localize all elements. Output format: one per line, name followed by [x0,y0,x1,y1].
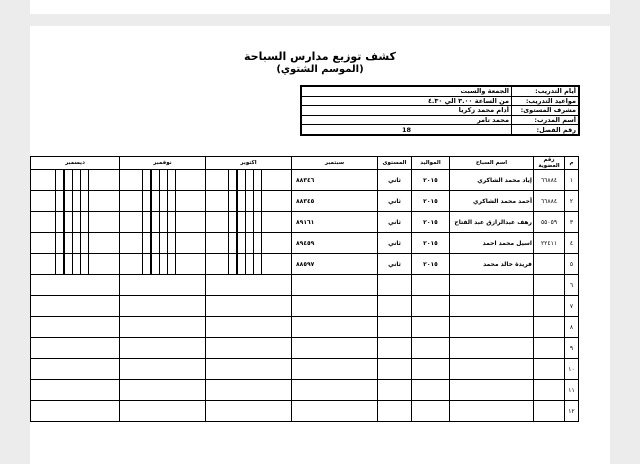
october-cell [206,170,292,191]
september-code: ٨٨٣٤٦ [292,170,378,191]
row-index: ٨ [565,317,579,338]
table-row [31,380,579,401]
attendance-box[interactable] [261,170,269,190]
info-value: 18 [301,125,512,135]
col-month-header: نوفمبر [120,157,206,170]
info-label: رقم الفصل: [512,125,580,135]
attendance-box[interactable] [151,233,159,253]
row-index: ٧ [565,296,579,317]
attendance-box[interactable] [245,212,253,232]
col-birth-header: المواليد [412,157,450,170]
info-value: من الساعة ٣.٠٠ الي ٤.٣٠ [301,96,512,106]
september-code: ٨٩٤٥٩ [292,233,378,254]
attendance-box[interactable] [142,212,151,232]
level: ثاني [378,191,412,212]
row-index: ٤ [565,233,579,254]
info-row [301,125,579,135]
info-label: مشرف المستوى: [512,106,580,116]
attendance-box[interactable] [245,233,253,253]
attendance-box[interactable] [167,233,175,253]
attendance-box[interactable] [80,254,88,274]
attendance-box[interactable] [64,170,72,190]
info-value: أدام محمد زكريا [301,106,512,116]
swimmer-name [450,401,534,422]
row-index: ١٠ [565,359,579,380]
attendance-box[interactable] [253,212,261,232]
attendance-box[interactable] [151,254,159,274]
december-cell [31,359,120,380]
attendance-box[interactable] [237,191,245,211]
table-row [31,254,579,275]
attendance-box[interactable] [175,191,183,211]
attendance-box[interactable] [55,254,64,274]
attendance-box[interactable] [237,170,245,190]
page-title: كشف توزيع مدارس السباحة [244,50,396,63]
col-index-header: م [565,157,579,170]
info-row [301,106,579,116]
info-value: محمد تامر [301,115,512,125]
membership-number [534,380,565,401]
attendance-boxes [206,191,291,211]
october-cell [206,401,292,422]
row-index: ٦ [565,275,579,296]
info-label: أيام التدريب: [512,86,580,96]
attendance-box[interactable] [88,170,96,190]
attendance-boxes [31,191,119,211]
attendance-box[interactable] [80,212,88,232]
membership-number [534,317,565,338]
membership-number: ٦٦٨٨٤ [534,170,565,191]
attendance-boxes [120,191,205,211]
swimmer-name [450,338,534,359]
col-membership-header: رقم العضوية [534,157,565,170]
birth-year: ٢٠١٥ [412,233,450,254]
december-cell [31,170,120,191]
attendance-box[interactable] [245,170,253,190]
membership-number [534,359,565,380]
attendance-box[interactable] [64,233,72,253]
attendance-box[interactable] [167,212,175,232]
level [378,275,412,296]
september-code [292,401,378,422]
october-cell [206,317,292,338]
attendance-box[interactable] [72,233,80,253]
attendance-boxes [31,212,119,232]
november-cell [120,380,206,401]
november-cell [120,212,206,233]
september-code [292,338,378,359]
november-cell [120,359,206,380]
info-label: أسم المدرب: [512,115,580,125]
november-cell [120,338,206,359]
december-cell [31,380,120,401]
attendance-box[interactable] [159,191,167,211]
membership-number [534,296,565,317]
september-code: ٨٨٣٤٥ [292,191,378,212]
attendance-box[interactable] [64,191,72,211]
attendance-box[interactable] [175,254,183,274]
row-index: ٣ [565,212,579,233]
october-cell [206,254,292,275]
december-cell [31,191,120,212]
level: ثاني [378,170,412,191]
membership-number [534,254,565,275]
attendance-box[interactable] [80,233,88,253]
attendance-box[interactable] [142,233,151,253]
birth-year: ٢٠١٥ [412,254,450,275]
attendance-box[interactable] [261,212,269,232]
attendance-box[interactable] [167,191,175,211]
attendance-boxes [206,170,291,190]
attendance-boxes [31,233,119,253]
previous-page-strip [30,0,610,14]
attendance-box[interactable] [72,191,80,211]
level [378,338,412,359]
col-name-header: اسم السباح [450,157,534,170]
row-index: ١١ [565,380,579,401]
attendance-box[interactable] [175,233,183,253]
attendance-box[interactable] [261,254,269,274]
attendance-box[interactable] [88,254,96,274]
september-code [292,296,378,317]
attendance-box[interactable] [245,254,253,274]
december-cell [31,233,120,254]
attendance-box[interactable] [151,191,159,211]
attendance-box[interactable] [88,233,96,253]
attendance-box[interactable] [167,254,175,274]
attendance-box[interactable] [228,233,237,253]
october-cell [206,296,292,317]
attendance-box[interactable] [142,254,151,274]
table-row [31,317,579,338]
november-cell [120,170,206,191]
october-cell [206,275,292,296]
table-row [31,338,579,359]
info-table [300,85,580,136]
december-cell [31,275,120,296]
membership-number: ٥٥٠٥٩ [534,212,565,233]
level [378,317,412,338]
info-value: الجمعة والسبت [301,86,512,96]
december-cell [31,296,120,317]
table-row [31,359,579,380]
swimmer-name: إياد محمد الشاكري [450,170,534,191]
membership-number [534,401,565,422]
attendance-box[interactable] [88,191,96,211]
november-cell [120,317,206,338]
attendance-box[interactable] [55,233,64,253]
attendance-box[interactable] [228,254,237,274]
swimmer-name: أحمد محمد الشاكري [450,191,534,212]
october-cell [206,212,292,233]
level: ثاني [378,212,412,233]
info-label: مواعيد التدريب: [512,96,580,106]
distribution-table [30,156,579,422]
attendance-box[interactable] [72,170,80,190]
attendance-box[interactable] [55,170,64,190]
level [378,296,412,317]
september-code: ٨٩١٦١ [292,212,378,233]
september-code [292,275,378,296]
table-row [31,191,579,212]
november-cell [120,254,206,275]
attendance-boxes [120,233,205,253]
membership-number: ٢٢٤١١ [534,233,565,254]
october-cell [206,380,292,401]
attendance-box[interactable] [142,170,151,190]
attendance-box[interactable] [64,212,72,232]
attendance-box[interactable] [80,170,88,190]
col-level-header: المستوى [378,157,412,170]
swimmer-name [450,380,534,401]
level: ثاني [378,233,412,254]
row-index: ٢ [565,191,579,212]
attendance-boxes [31,254,119,274]
attendance-box[interactable] [159,254,167,274]
birth-year [412,296,450,317]
attendance-box[interactable] [253,254,261,274]
birth-year: ٢٠١٥ [412,170,450,191]
table-row [31,275,579,296]
attendance-box[interactable] [228,191,237,211]
attendance-box[interactable] [80,191,88,211]
info-row [301,115,579,125]
attendance-box[interactable] [237,212,245,232]
birth-year [412,380,450,401]
attendance-box[interactable] [253,191,261,211]
october-cell [206,338,292,359]
september-code [292,359,378,380]
birth-year [412,275,450,296]
swimmer-name: رهف عبدالرازق عبد الفتاح [450,212,534,233]
table-row [31,233,579,254]
membership-number [534,275,565,296]
attendance-box[interactable] [228,170,237,190]
december-cell [31,317,120,338]
attendance-box[interactable] [237,233,245,253]
col-month-header: اكتوبر [206,157,292,170]
attendance-box[interactable] [64,254,72,274]
november-cell [120,233,206,254]
membership-number [534,338,565,359]
october-cell [206,359,292,380]
birth-year [412,317,450,338]
attendance-box[interactable] [261,191,269,211]
page-subtitle: (الموسم الشتوي) [276,64,364,75]
attendance-boxes [206,254,291,274]
attendance-box[interactable] [72,212,80,232]
attendance-box[interactable] [55,191,64,211]
attendance-box[interactable] [245,191,253,211]
row-index: ٥ [565,254,579,275]
attendance-box[interactable] [175,212,183,232]
december-cell [31,338,120,359]
attendance-boxes [206,233,291,253]
attendance-box[interactable] [253,233,261,253]
attendance-boxes [120,212,205,232]
attendance-box[interactable] [72,254,80,274]
table-row [31,401,579,422]
swimmer-name: فريدة خالد محمد [450,254,534,275]
attendance-box[interactable] [151,170,159,190]
birth-year: ٢٠١٥ [412,212,450,233]
november-cell [120,275,206,296]
row-index: ١ [565,170,579,191]
october-cell [206,191,292,212]
table-row [31,212,579,233]
attendance-box[interactable] [175,170,183,190]
row-index: ١٢ [565,401,579,422]
table-header-row [31,157,579,170]
attendance-boxes [206,212,291,232]
row-index: ٩ [565,338,579,359]
attendance-box[interactable] [253,170,261,190]
swimmer-name [450,359,534,380]
attendance-box[interactable] [55,212,64,232]
col-month-header: ديسمبر [31,157,120,170]
level: ثاني [378,254,412,275]
swimmer-name [450,275,534,296]
november-cell [120,401,206,422]
membership-number: ٦٦٨٨٤ [534,191,565,212]
december-cell [31,401,120,422]
attendance-boxes [120,170,205,190]
september-code [292,380,378,401]
october-cell [206,233,292,254]
swimmer-name [450,296,534,317]
november-cell [120,296,206,317]
level [378,401,412,422]
attendance-box[interactable] [88,212,96,232]
swimmer-name: اسيل محمد احمد [450,233,534,254]
attendance-box[interactable] [159,170,167,190]
attendance-boxes [120,254,205,274]
birth-year: ٢٠١٥ [412,191,450,212]
attendance-box[interactable] [151,212,159,232]
attendance-box[interactable] [142,191,151,211]
birth-year [412,401,450,422]
september-code [292,317,378,338]
birth-year [412,338,450,359]
info-row [301,86,579,96]
info-row [301,96,579,106]
level [378,380,412,401]
swimmer-name [450,317,534,338]
attendance-box[interactable] [167,170,175,190]
attendance-boxes [31,170,119,190]
table-row [31,170,579,191]
attendance-box[interactable] [159,212,167,232]
december-cell [31,212,120,233]
attendance-box[interactable] [261,233,269,253]
col-month-header: سبتمبر [292,157,378,170]
table-row [31,296,579,317]
november-cell [120,191,206,212]
attendance-box[interactable] [159,233,167,253]
birth-year [412,359,450,380]
september-code: ٨٨٥٩٧ [292,254,378,275]
attendance-box[interactable] [228,212,237,232]
attendance-box[interactable] [237,254,245,274]
level [378,359,412,380]
december-cell [31,254,120,275]
